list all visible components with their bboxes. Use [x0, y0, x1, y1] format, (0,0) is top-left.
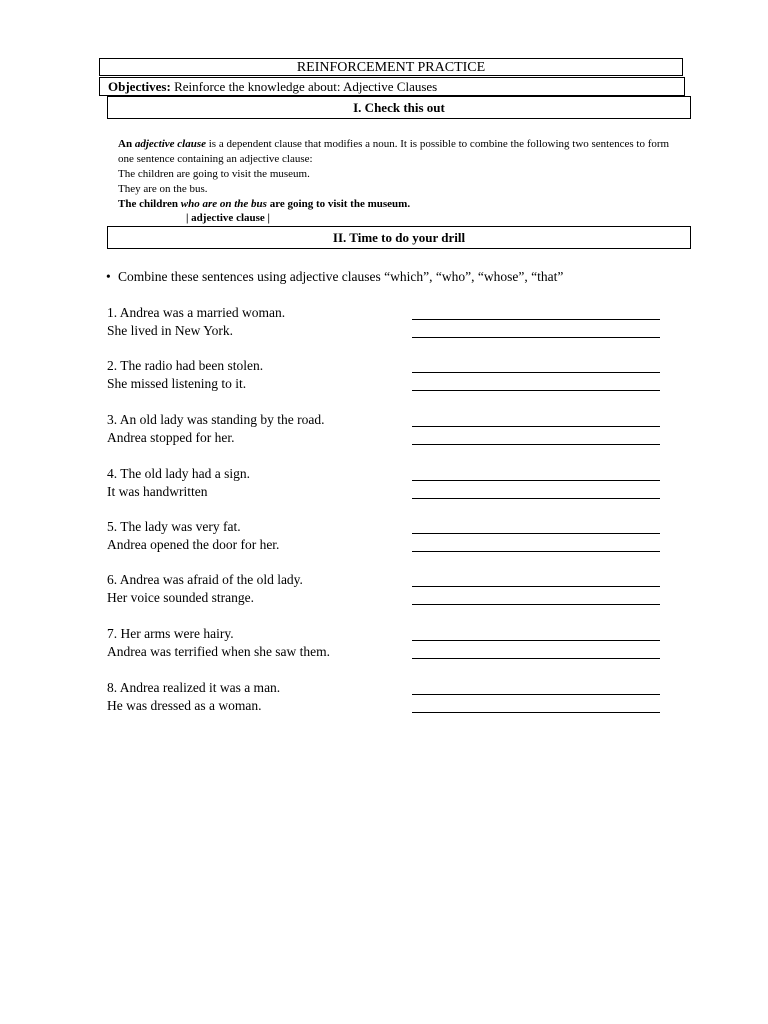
drill-instruction — [106, 268, 706, 286]
exercise-sentence-2: Andrea was terrified when she saw them. — [107, 644, 331, 659]
objectives-text: Reinforce the knowledge about: Adjective Clauses — [174, 79, 438, 94]
exercise-item — [107, 679, 667, 719]
definition-term: adjective clause — [134, 138, 206, 150]
answer-line[interactable] — [412, 480, 660, 481]
answer-line[interactable] — [412, 337, 660, 338]
objectives-label: Objectives: — [108, 79, 171, 94]
answer-line[interactable] — [412, 390, 660, 391]
combined-sentence — [118, 197, 678, 212]
exercise-sentence-1: 4. The old lady had a sign. — [107, 466, 250, 481]
definition-paragraph — [118, 137, 678, 167]
exercise-item — [107, 411, 667, 451]
adjective-clause-label: | adjective clause | — [186, 212, 270, 224]
explanation-block — [118, 137, 678, 212]
objectives-row — [99, 77, 685, 96]
exercise-sentence-2: Andrea opened the door for her. — [107, 537, 280, 552]
exercise-sentence-1: 8. Andrea realized it was a man. — [107, 680, 281, 695]
answer-line[interactable] — [412, 586, 660, 587]
combined-start: The children — [118, 198, 179, 210]
drill-instruction-text: Combine these sentences using adjective clauses “which”, “who”, “whose”, “that” — [118, 269, 564, 284]
answer-line[interactable] — [412, 551, 660, 552]
section-heading-drill — [107, 226, 691, 249]
exercise-sentence-1: 2. The radio had been stolen. — [107, 358, 264, 373]
answer-line[interactable] — [412, 498, 660, 499]
answer-line[interactable] — [412, 533, 660, 534]
answer-line[interactable] — [412, 712, 660, 713]
exercise-item — [107, 518, 667, 558]
bullet-icon: • — [106, 269, 111, 284]
answer-line[interactable] — [412, 372, 660, 373]
exercise-sentence-2: She missed listening to it. — [107, 376, 247, 391]
exercise-sentence-1: 6. Andrea was afraid of the old lady. — [107, 572, 303, 587]
exercise-item — [107, 465, 667, 505]
exercise-item — [107, 571, 667, 611]
worksheet-title-text: REINFORCEMENT PRACTICE — [296, 60, 486, 75]
worksheet-title — [99, 58, 683, 76]
example-sentence-2: They are on the bus. — [118, 183, 208, 195]
definition-rest: is a dependent clause that modifies a noun. It is possible to combine the following two sentences to form one sentence containing an adjective clause: — [118, 138, 670, 165]
exercise-sentence-2: It was handwritten — [107, 484, 208, 499]
exercise-sentence-1: 7. Her arms were hairy. — [107, 626, 234, 641]
answer-line[interactable] — [412, 444, 660, 445]
answer-line[interactable] — [412, 658, 660, 659]
exercise-sentence-2: Her voice sounded strange. — [107, 590, 254, 605]
exercise-sentence-1: 3. An old lady was standing by the road. — [107, 412, 325, 427]
exercise-sentence-2: Andrea stopped for her. — [107, 430, 235, 445]
exercise-item — [107, 625, 667, 665]
section-heading-check-text: I. Check this out — [353, 100, 445, 115]
section-heading-drill-text: II. Time to do your drill — [332, 230, 466, 245]
answer-line[interactable] — [412, 319, 660, 320]
combined-clause: who are on the bus — [180, 198, 267, 210]
exercise-sentence-1: 1. Andrea was a married woman. — [107, 305, 286, 320]
answer-line[interactable] — [412, 694, 660, 695]
combined-end: are going to visit the museum. — [269, 198, 411, 210]
exercise-sentence-1: 5. The lady was very fat. — [107, 519, 241, 534]
example-sentence-1: The children are going to visit the museum. — [118, 168, 310, 180]
answer-line[interactable] — [412, 604, 660, 605]
exercise-sentence-2: He was dressed as a woman. — [107, 698, 262, 713]
answer-line[interactable] — [412, 640, 660, 641]
answer-line[interactable] — [412, 426, 660, 427]
section-heading-check — [107, 96, 691, 119]
definition-an: An — [118, 138, 133, 150]
exercise-sentence-2: She lived in New York. — [107, 323, 234, 338]
exercise-item — [107, 357, 667, 397]
exercise-item — [107, 304, 667, 344]
